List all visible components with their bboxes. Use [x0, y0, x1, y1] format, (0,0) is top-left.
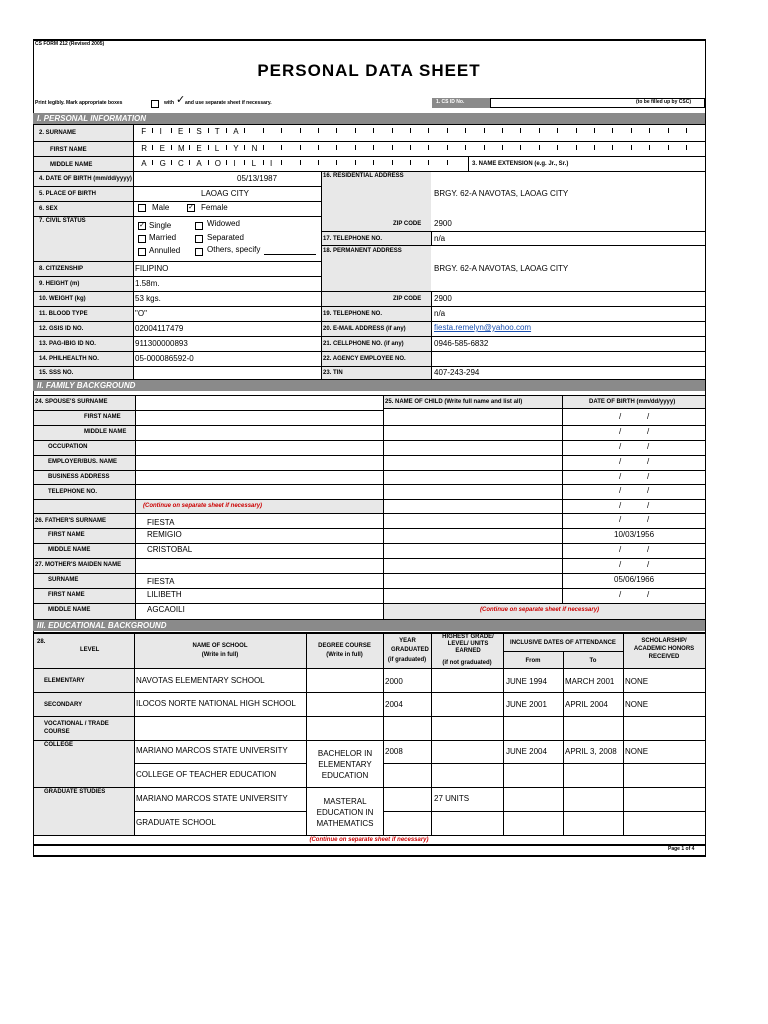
date-separator: /: [647, 412, 650, 421]
section-educational-background: III. EDUCATIONAL BACKGROUND: [33, 620, 705, 631]
tin-value[interactable]: 407-243-294: [434, 368, 480, 377]
pob-value[interactable]: LAOAG CITY: [201, 189, 250, 198]
first-name-divider: [152, 145, 153, 150]
first-name-divider: [668, 145, 669, 150]
level-graduate: GRADUATE STUDIES: [44, 789, 106, 795]
sex-male-checkbox[interactable]: [138, 204, 146, 212]
surname-letter: E: [178, 127, 184, 136]
level-elementary: ELEMENTARY: [44, 678, 85, 684]
father-first-name-value[interactable]: REMIGIO: [147, 530, 182, 539]
date-separator: /: [619, 501, 622, 510]
graduate-highest[interactable]: 27 UNITS: [434, 794, 470, 803]
spouse-middle-name-label: MIDDLE NAME: [84, 429, 127, 435]
permanent-address-value[interactable]: BRGY. 62-A NAVOTAS, LAOAG CITY: [434, 264, 569, 273]
surname-divider: [300, 128, 301, 133]
surname-divider: [668, 128, 669, 133]
first-name-divider: [520, 145, 521, 150]
civil-status-label: 7. CIVIL STATUS: [39, 218, 86, 224]
first-name-divider: [447, 145, 448, 150]
surname-divider: [392, 128, 393, 133]
surname-letter: A: [233, 127, 239, 136]
elementary-honors[interactable]: NONE: [625, 677, 649, 686]
weight-label: 10. WEIGHT (kg): [39, 296, 86, 302]
residential-address-value[interactable]: BRGY. 62-A NAVOTAS, LAOAG CITY: [434, 189, 569, 198]
surname-divider: [612, 128, 613, 133]
middle-name-divider: [226, 160, 227, 165]
page-number: Page 1 of 4: [668, 846, 695, 852]
middle-name-letter: A: [141, 159, 147, 168]
surname-divider: [594, 128, 595, 133]
spouse-surname-label: 24. SPOUSE'S SURNAME: [35, 399, 108, 405]
civil-separated-checkbox[interactable]: [195, 235, 203, 243]
secondary-honors[interactable]: NONE: [625, 700, 649, 709]
pagibig-value[interactable]: 911300000893: [135, 339, 188, 348]
first-name-letter: R: [141, 144, 147, 153]
page-title: PERSONAL DATA SHEET: [257, 61, 481, 80]
child-dob-label: DATE OF BIRTH (mm/dd/yyyy): [589, 399, 676, 405]
middle-name-letter: A: [196, 159, 202, 168]
header-school-sub: (Write in full): [201, 652, 239, 658]
middle-name-field[interactable]: [134, 157, 468, 171]
elementary-year[interactable]: 2000: [385, 677, 403, 686]
email-value[interactable]: fiesta.remelyn@yahoo.com: [434, 323, 532, 332]
secondary-to[interactable]: APRIL 2004: [565, 700, 608, 709]
college-degree[interactable]: BACHELOR IN ELEMENTARY EDUCATION: [317, 749, 373, 780]
level-secondary: SECONDARY: [44, 702, 83, 708]
college-year[interactable]: 2008: [385, 747, 403, 756]
first-name-divider: [576, 145, 577, 150]
tin-label: 23. TIN: [323, 370, 343, 376]
date-separator: /: [619, 545, 622, 554]
header-year: YEAR GRADUATED: [391, 638, 429, 653]
first-name-divider: [410, 145, 411, 150]
surname-divider: [484, 128, 485, 133]
first-name-divider: [171, 145, 172, 150]
section-personal-info: I. PERSONAL INFORMATION: [33, 113, 705, 124]
surname-divider: [171, 128, 172, 133]
middle-name-divider: [373, 160, 374, 165]
father-surname-value[interactable]: FIESTA: [147, 518, 175, 527]
middle-name-divider: [318, 160, 319, 165]
surname-divider: [244, 128, 245, 133]
first-name-letter: N: [251, 144, 258, 153]
civil-others-label: Others, specify: [207, 245, 261, 254]
header-highest: HIGHEST GRADE/ LEVEL/ UNITS EARNED: [442, 634, 494, 654]
first-name-divider: [686, 145, 687, 150]
surname-divider: [189, 128, 190, 133]
first-name-field[interactable]: [134, 142, 705, 156]
agency-employee-label: 22. AGENCY EMPLOYEE NO.: [323, 356, 406, 362]
email-label: 20. E-MAIL ADDRESS (if any): [323, 326, 406, 332]
business-address-label: BUSINESS ADDRESS: [48, 474, 110, 480]
surname-label: 2. SURNAME: [39, 130, 77, 136]
surname-divider: [152, 128, 153, 133]
surname-divider: [686, 128, 687, 133]
college-to[interactable]: APRIL 3, 2008: [565, 747, 617, 756]
first-name-divider: [208, 145, 209, 150]
civil-widowed-label: Widowed: [207, 219, 240, 228]
citizenship-value[interactable]: FILIPINO: [135, 264, 169, 273]
cellphone-value[interactable]: 0946-585-6832: [434, 339, 489, 348]
name-extension-label: 3. NAME EXTENSION (e.g. Jr., Sr.): [472, 161, 569, 167]
middle-name-letter: G: [159, 159, 166, 168]
date-separator: /: [647, 590, 650, 599]
sex-male-label: Male: [152, 203, 170, 212]
first-name-divider: [355, 145, 356, 150]
middle-name-divider: [392, 160, 393, 165]
surname-divider: [649, 128, 650, 133]
sample-checkbox: [151, 100, 159, 108]
first-name-divider: [649, 145, 650, 150]
citizenship-label: 8. CITIZENSHIP: [39, 266, 84, 272]
telephone-label: 17. TELEPHONE NO.: [323, 236, 383, 242]
section-family-background: II. FAMILY BACKGROUND: [33, 380, 705, 391]
date-separator: /: [619, 442, 622, 451]
mother-middle-name-label: MIDDLE NAME: [48, 607, 91, 613]
spouse-first-name-label: FIRST NAME: [84, 414, 121, 420]
first-name-letter: M: [178, 144, 185, 153]
sex-female-checkbox[interactable]: ✓: [188, 204, 194, 211]
dob-value[interactable]: 05/13/1987: [237, 174, 278, 183]
gsis-value[interactable]: 02004117479: [135, 324, 184, 333]
header-school: NAME OF SCHOOL: [192, 643, 248, 649]
first-name-divider: [189, 145, 190, 150]
civil-single-checkbox[interactable]: ✓: [139, 222, 145, 229]
surname-divider: [336, 128, 337, 133]
middle-name-letter: C: [178, 159, 184, 168]
checkmark-icon: ✓: [176, 94, 186, 106]
first-name-letter: E: [196, 144, 202, 153]
first-name-label: FIRST NAME: [50, 147, 87, 153]
middle-name-divider: [355, 160, 356, 165]
middle-name-divider: [152, 160, 153, 165]
date-separator: /: [619, 590, 622, 599]
first-name-divider: [318, 145, 319, 150]
civil-single-label: Single: [149, 221, 172, 230]
middle-name-divider: [428, 160, 429, 165]
child-dob-filled-a[interactable]: 10/03/1956: [614, 530, 655, 539]
surname-divider: [263, 128, 264, 133]
surname-divider: [502, 128, 503, 133]
telephone2-value[interactable]: n/a: [434, 309, 446, 318]
gsis-label: 12. GSIS ID NO.: [39, 326, 84, 332]
father-surname-label: 26. FATHER'S SURNAME: [35, 518, 106, 524]
instructions-print: Print legibly. Mark appropriate boxes: [35, 100, 123, 106]
middle-name-divider: [336, 160, 337, 165]
continue-note-children: (Continue on separate sheet if necessary): [480, 607, 600, 613]
header-degree: DEGREE COURSE: [318, 643, 371, 649]
mother-surname-label: SURNAME: [48, 577, 79, 583]
middle-name-divider: [208, 160, 209, 165]
civil-married-label: Married: [149, 233, 177, 242]
surname-letter: T: [214, 127, 220, 136]
surname-divider: [557, 128, 558, 133]
cs-id-note: (to be filled up by CSC): [636, 99, 691, 105]
first-name-divider: [428, 145, 429, 150]
elementary-school[interactable]: NAVOTAS ELEMENTARY SCHOOL: [136, 676, 265, 685]
header-year-sub: (if graduated): [387, 657, 427, 663]
first-name-divider: [484, 145, 485, 150]
instructions-separate: and use separate sheet if necessary.: [185, 100, 272, 106]
surname-divider: [631, 128, 632, 133]
pagibig-label: 13. PAG-IBIG ID NO.: [39, 341, 96, 347]
surname-field[interactable]: [134, 125, 705, 141]
education-num: 28.: [37, 639, 46, 645]
first-name-divider: [465, 145, 466, 150]
continue-note-family: (Continue on separate sheet if necessary): [143, 503, 263, 509]
header-from: From: [525, 658, 541, 664]
first-name-divider: [392, 145, 393, 150]
blood-type-label: 11. BLOOD TYPE: [39, 311, 88, 317]
middle-name-divider: [410, 160, 411, 165]
occupation-label: OCCUPATION: [48, 444, 88, 450]
mother-first-name-value[interactable]: LILIBETH: [147, 590, 182, 599]
first-name-divider: [612, 145, 613, 150]
civil-widowed-checkbox[interactable]: [195, 222, 203, 230]
surname-divider: [226, 128, 227, 133]
spouse-telephone-label: TELEPHONE NO.: [48, 489, 98, 495]
date-separator: /: [619, 560, 622, 569]
philhealth-label: 14. PHILHEALTH NO.: [39, 356, 99, 362]
date-separator: /: [647, 457, 650, 466]
surname-letter: I: [159, 127, 162, 136]
surname-divider: [410, 128, 411, 133]
date-separator: /: [647, 486, 650, 495]
first-name-divider: [373, 145, 374, 150]
res-zip-label: ZIP CODE: [393, 221, 422, 227]
surname-divider: [373, 128, 374, 133]
sss-label: 15. SSS NO.: [39, 370, 74, 376]
middle-name-divider: [244, 160, 245, 165]
pob-label: 5. PLACE OF BIRTH: [39, 191, 97, 197]
first-name-divider: [281, 145, 282, 150]
civil-married-checkbox[interactable]: [138, 235, 146, 243]
middle-name-label: MIDDLE NAME: [50, 162, 93, 168]
instructions-check: with: [164, 100, 174, 106]
middle-name-letter: I: [270, 159, 273, 168]
surname-divider: [355, 128, 356, 133]
surname-divider: [539, 128, 540, 133]
father-middle-name-value[interactable]: CRISTOBAL: [147, 545, 193, 554]
date-separator: /: [647, 472, 650, 481]
secondary-from[interactable]: JUNE 2001: [506, 700, 547, 709]
perm-zip-value[interactable]: 2900: [434, 294, 452, 303]
header-honors: SCHOLARSHIP/ ACADEMIC HONORS RECEIVED: [633, 638, 695, 660]
telephone2-label: 19. TELEPHONE NO.: [323, 311, 383, 317]
surname-divider: [576, 128, 577, 133]
height-label: 9. HEIGHT (m): [39, 281, 80, 287]
height-value[interactable]: 1.58m.: [135, 279, 160, 288]
date-separator: /: [619, 412, 622, 421]
first-name-divider: [300, 145, 301, 150]
college-from[interactable]: JUNE 2004: [506, 747, 547, 756]
elementary-to[interactable]: MARCH 2001: [565, 677, 615, 686]
weight-value[interactable]: 53 kgs.: [135, 294, 161, 303]
sex-label: 6. SEX: [39, 206, 58, 212]
level-college: COLLEGE: [44, 742, 74, 748]
header-inclusive: INCLUSIVE DATES OF ATTENDANCE: [510, 640, 616, 646]
mother-first-name-label: FIRST NAME: [48, 592, 85, 598]
cs-id-label: 1. CS ID No.: [436, 99, 465, 105]
header-highest-sub: (if not graduated): [442, 660, 492, 666]
first-name-divider: [502, 145, 503, 150]
secondary-year[interactable]: 2004: [385, 700, 403, 709]
date-separator: /: [619, 472, 622, 481]
college-school[interactable]: MARIANO MARCOS STATE UNIVERSITY: [136, 746, 288, 755]
middle-name-divider: [189, 160, 190, 165]
surname-divider: [281, 128, 282, 133]
college-honors[interactable]: NONE: [625, 747, 649, 756]
first-name-divider: [594, 145, 595, 150]
dob-label: 4. DATE OF BIRTH (mm/dd/yyyy): [39, 176, 132, 182]
date-separator: /: [647, 515, 650, 524]
civil-others-checkbox[interactable]: [195, 248, 203, 256]
first-name-divider: [244, 145, 245, 150]
surname-letter: S: [196, 127, 202, 136]
date-separator: /: [647, 501, 650, 510]
middle-name-letter: L: [251, 159, 257, 168]
permanent-address-label: 18. PERMANENT ADDRESS: [323, 248, 402, 254]
date-separator: /: [647, 560, 650, 569]
date-separator: /: [647, 442, 650, 451]
surname-divider: [447, 128, 448, 133]
surname-letter: F: [141, 127, 147, 136]
res-zip-value[interactable]: 2900: [434, 219, 452, 228]
date-separator: /: [619, 486, 622, 495]
first-name-divider: [263, 145, 264, 150]
college-school-sub[interactable]: COLLEGE OF TEACHER EDUCATION: [136, 770, 277, 779]
surname-divider: [208, 128, 209, 133]
first-name-divider: [539, 145, 540, 150]
telephone-value[interactable]: n/a: [434, 234, 446, 243]
secondary-school[interactable]: ILOCOS NORTE NATIONAL HIGH SCHOOL: [136, 699, 296, 708]
middle-name-divider: [263, 160, 264, 165]
middle-name-letter: I: [233, 159, 236, 168]
continue-note-education: (Continue on separate sheet if necessary): [309, 837, 429, 843]
residential-address-label: 16. RESIDENTIAL ADDRESS: [323, 173, 404, 179]
surname-divider: [520, 128, 521, 133]
middle-name-divider: [281, 160, 282, 165]
elementary-from[interactable]: JUNE 1994: [506, 677, 547, 686]
first-name-divider: [336, 145, 337, 150]
middle-name-divider: [300, 160, 301, 165]
philhealth-value[interactable]: 05-000086592-0: [135, 354, 194, 363]
header-to: To: [589, 658, 597, 664]
date-separator: /: [619, 427, 622, 436]
father-first-name-label: FIRST NAME: [48, 532, 85, 538]
graduate-school-sub[interactable]: GRADUATE SCHOOL: [136, 818, 216, 827]
civil-annulled-label: Annulled: [149, 246, 181, 255]
first-name-divider: [557, 145, 558, 150]
date-separator: /: [619, 515, 622, 524]
date-separator: /: [647, 427, 650, 436]
surname-divider: [318, 128, 319, 133]
mother-maiden-name-label: 27. MOTHER'S MAIDEN NAME: [35, 562, 122, 568]
employer-label: EMPLOYER/BUS. NAME: [48, 459, 118, 465]
first-name-divider: [226, 145, 227, 150]
father-middle-name-label: MIDDLE NAME: [48, 547, 91, 553]
first-name-letter: L: [214, 144, 220, 153]
child-dob-filled-b[interactable]: 05/06/1966: [614, 575, 655, 584]
middle-name-letter: O: [214, 159, 222, 168]
surname-divider: [465, 128, 466, 133]
form-code: CS FORM 212 (Revised 2005): [35, 41, 105, 47]
date-separator: /: [619, 457, 622, 466]
header-level: LEVEL: [80, 647, 100, 653]
blood-type-value[interactable]: "O": [135, 309, 147, 318]
civil-annulled-checkbox[interactable]: [138, 248, 146, 256]
graduate-school[interactable]: MARIANO MARCOS STATE UNIVERSITY: [136, 794, 288, 803]
first-name-divider: [631, 145, 632, 150]
civil-separated-label: Separated: [207, 233, 244, 242]
header-degree-sub: (Write in full): [326, 652, 363, 658]
children-label: 25. NAME OF CHILD (Write full name and list all): [385, 399, 523, 405]
surname-divider: [428, 128, 429, 133]
cellphone-label: 21. CELLPHONE NO. (if any): [323, 341, 404, 347]
first-name-letter: Y: [233, 144, 239, 153]
first-name-letter: E: [159, 144, 165, 153]
mother-surname-value[interactable]: FIESTA: [147, 577, 175, 586]
sex-female-label: Female: [201, 203, 228, 212]
level-vocational: VOCATIONAL / TRADE COURSE: [44, 721, 109, 735]
middle-name-divider: [447, 160, 448, 165]
date-separator: /: [647, 545, 650, 554]
graduate-degree[interactable]: MASTERAL EDUCATION IN MATHEMATICS: [316, 797, 374, 828]
mother-middle-name-value[interactable]: AGCAOILI: [147, 605, 185, 614]
perm-zip-label: ZIP CODE: [393, 296, 422, 302]
middle-name-divider: [171, 160, 172, 165]
